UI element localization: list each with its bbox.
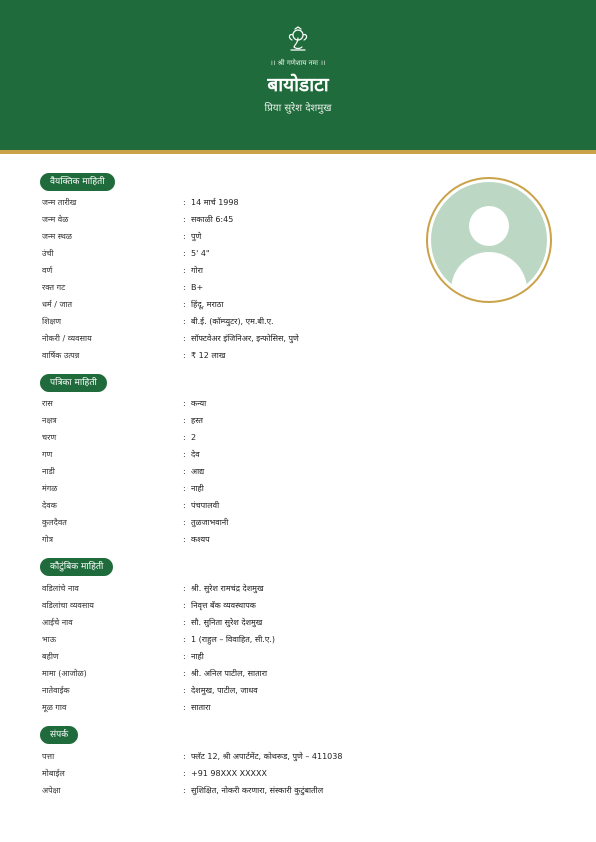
row-colon: :: [183, 416, 186, 425]
row-colon: :: [183, 618, 186, 627]
row-value: निवृत्त बँक व्यवस्थापक: [191, 601, 256, 610]
row-colon: :: [183, 300, 186, 309]
row-value: बी.ई. (कॉम्प्युटर), एम.बी.ए.: [191, 317, 274, 326]
candidate-name: प्रिया सुरेश देशमुख: [264, 103, 332, 114]
row-value: सॉफ्टवेअर इंजिनिअर, इन्फोसिस, पुणे: [191, 334, 299, 343]
ganesha-emblem-icon: [286, 26, 310, 52]
row-value: B+: [191, 283, 204, 292]
row-value: 5' 4": [191, 249, 210, 258]
row-colon: :: [183, 652, 186, 661]
row-label: अपेक्षा: [42, 786, 61, 795]
row-value: गोरा: [191, 266, 203, 275]
row-label: रक्त गट: [42, 283, 66, 292]
invocation-text: ।। श्री गणेशाय नमः ।।: [270, 59, 326, 67]
row-label: आईचे नाव: [42, 618, 73, 627]
row-value: कश्यप: [191, 535, 210, 544]
row-label: चरण: [42, 433, 57, 442]
row-value: श्री. अनिल पाटील, सातारा: [191, 669, 268, 678]
row-label: भाऊ: [42, 635, 56, 644]
row-value: नाही: [191, 652, 204, 661]
row-value: हिंदू, मराठा: [191, 300, 224, 309]
row-label: मंगळ: [42, 484, 58, 493]
row-colon: :: [183, 351, 186, 360]
row-value: तुळजाभवानी: [191, 518, 229, 527]
row-value: सुशिक्षित, नोकरी करणारा, संस्कारी कुटुंबातील: [191, 786, 324, 795]
row-value: पंचपालवी: [191, 501, 220, 510]
row-colon: :: [183, 518, 186, 527]
row-colon: :: [183, 584, 186, 593]
row-colon: :: [183, 283, 186, 292]
row-label: नक्षत्र: [42, 416, 57, 425]
section-title: संपर्क: [40, 726, 78, 744]
row-colon: :: [183, 198, 186, 207]
row-label: वार्षिक उत्पन्न: [42, 351, 80, 360]
row-label: नोकरी / व्यवसाय: [42, 334, 92, 343]
row-value: पुणे: [191, 232, 202, 241]
row-value: सकाळी 6:45: [191, 215, 234, 224]
section-title: पत्रिका माहिती: [40, 374, 107, 392]
row-value: 2: [191, 433, 197, 442]
header-divider: [0, 150, 596, 154]
row-label: देवक: [42, 501, 57, 510]
row-colon: :: [183, 484, 186, 493]
row-colon: :: [183, 769, 186, 778]
row-label: धर्म / जात: [42, 300, 73, 309]
row-label: वडिलांचे नाव: [42, 584, 79, 593]
row-colon: :: [183, 703, 186, 712]
row-value: ₹ 12 लाख: [191, 351, 226, 360]
row-colon: :: [183, 501, 186, 510]
row-label: मोबाईल: [42, 769, 65, 778]
row-value: हस्त: [191, 416, 203, 425]
row-colon: :: [183, 433, 186, 442]
row-value: देव: [191, 450, 200, 459]
row-label: बहीण: [42, 652, 59, 661]
avatar-body: [451, 252, 527, 298]
section-title: कौटुंबिक माहिती: [40, 558, 113, 576]
row-colon: :: [183, 399, 186, 408]
page-title: बायोडाटा: [267, 74, 329, 96]
row-label: नाडी: [42, 467, 55, 476]
row-label: उंची: [42, 249, 54, 258]
row-colon: :: [183, 535, 186, 544]
row-value: श्री. सुरेश रामचंद्र देशमुख: [191, 584, 264, 593]
row-label: जन्म वेळ: [42, 215, 69, 224]
row-colon: :: [183, 450, 186, 459]
row-colon: :: [183, 635, 186, 644]
row-value: 1 (राहुल – विवाहित, सी.ए.): [191, 635, 275, 644]
row-value: 14 मार्च 1998: [191, 198, 239, 207]
row-colon: :: [183, 232, 186, 241]
row-label: वडिलांचा व्यवसाय: [42, 601, 94, 610]
row-value: आद्य: [191, 467, 205, 476]
row-value: सौ. सुनिता सुरेश देशमुख: [191, 618, 263, 627]
row-colon: :: [183, 686, 186, 695]
row-label: मूळ गाव: [42, 703, 67, 712]
row-colon: :: [183, 467, 186, 476]
avatar-head: [469, 206, 509, 246]
row-label: शिक्षण: [42, 317, 62, 326]
row-value: फ्लॅट 12, श्री अपार्टमेंट, कोथरूड, पुणे – 411038: [191, 752, 343, 761]
avatar-placeholder-icon: [431, 182, 547, 298]
row-colon: :: [183, 249, 186, 258]
row-label: नातेवाईक: [42, 686, 70, 695]
row-label: गोत्र: [42, 535, 53, 544]
row-colon: :: [183, 317, 186, 326]
row-label: गण: [42, 450, 53, 459]
row-colon: :: [183, 601, 186, 610]
row-colon: :: [183, 752, 186, 761]
row-label: वर्ण: [42, 266, 53, 275]
row-colon: :: [183, 215, 186, 224]
row-label: जन्म स्थळ: [42, 232, 72, 241]
row-value: कन्या: [191, 399, 207, 408]
row-label: जन्म तारीख: [42, 198, 77, 207]
row-label: कुलदैवत: [42, 518, 67, 527]
row-value: सातारा: [191, 703, 211, 712]
row-colon: :: [183, 266, 186, 275]
row-label: पत्ता: [42, 752, 55, 761]
row-value: नाही: [191, 484, 204, 493]
row-label: मामा (आजोळ): [42, 669, 87, 678]
row-label: रास: [42, 399, 53, 408]
row-value: +91 98XXX XXXXX: [191, 769, 267, 778]
header-banner: [0, 0, 596, 150]
row-value: देशमुख, पाटील, जाधव: [191, 686, 258, 695]
row-colon: :: [183, 786, 186, 795]
row-colon: :: [183, 334, 186, 343]
section-title: वैयक्तिक माहिती: [40, 173, 115, 191]
row-colon: :: [183, 669, 186, 678]
